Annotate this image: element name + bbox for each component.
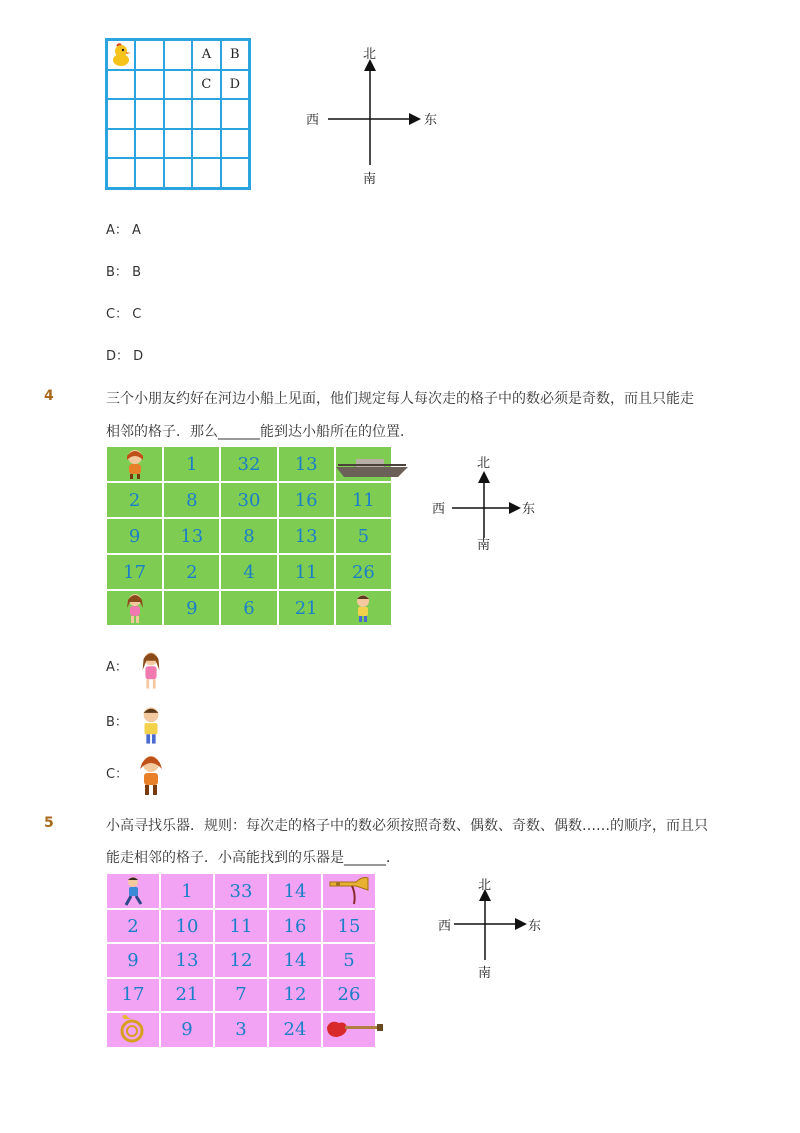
grid-cell (135, 40, 163, 70)
child-boy-icon (138, 703, 164, 747)
option-b[interactable] (106, 711, 128, 730)
grid-cell (135, 99, 163, 129)
north-label: 北 (478, 878, 492, 893)
grid-cell (106, 590, 163, 626)
grid-cell (135, 70, 163, 100)
grid-cell: 3 (214, 1012, 268, 1048)
grid-cell (106, 1012, 160, 1048)
grid-cell: 7 (214, 978, 268, 1012)
grid-cell: 1 (160, 873, 214, 909)
option-a[interactable] (106, 219, 141, 238)
question-text-line2: 相邻的格子．那么______能到达小船所在的位置． (106, 424, 414, 440)
grid-cell (221, 99, 249, 129)
option-key: C： (106, 307, 129, 322)
grid-cell (221, 158, 249, 188)
grid-cell (192, 99, 220, 129)
pink-number-grid (106, 873, 376, 1048)
grid-cell: 33 (214, 873, 268, 909)
grid-cell (107, 99, 135, 129)
grid-cell: 14 (268, 943, 322, 977)
north-label: 北 (477, 456, 491, 471)
option-value: B (132, 265, 141, 280)
question-text-line1: 小高寻找乐器．规则：每次走的格子中的数必须按照奇数、偶数、奇数、偶数……的顺序，而且只 (106, 818, 708, 834)
compass-q3 (300, 40, 440, 190)
grid-cell: 11 (278, 554, 335, 590)
grid-cell: 9 (106, 518, 163, 554)
south-label: 南 (363, 172, 377, 187)
child-running-icon (119, 875, 147, 907)
grid-cell: 2 (106, 909, 160, 943)
grid-cell: 15 (322, 909, 376, 943)
grid-cell: 21 (278, 590, 335, 626)
grid-cell: 13 (278, 518, 335, 554)
grid-cell (335, 590, 392, 626)
grid-cell: 9 (106, 943, 160, 977)
grid-cell: 1 (163, 446, 220, 482)
grid-cell: 5 (322, 943, 376, 977)
trumpet-icon (326, 874, 372, 908)
grid-cell: 11 (214, 909, 268, 943)
east-label: 东 (424, 113, 438, 128)
grid-cell: 11 (335, 482, 392, 518)
question-text-line2: 能走相邻的格子．小高能找到的乐器是______． (106, 850, 400, 866)
option-key: A： (106, 223, 128, 238)
option-value: D (133, 349, 144, 364)
child-girl-pink-icon (138, 648, 164, 692)
compass-q4 (430, 452, 550, 552)
grid-cell: 24 (268, 1012, 322, 1048)
child-girl-orange-icon (136, 753, 166, 797)
grid-cell: 32 (220, 446, 277, 482)
option-value: A (132, 223, 141, 238)
grid-cell: 2 (106, 482, 163, 518)
grid-cell (107, 70, 135, 100)
grid-cell (192, 129, 220, 159)
west-label: 西 (432, 502, 446, 517)
option-key: D： (106, 349, 130, 364)
grid-cell-d: D (221, 70, 249, 100)
grid-cell (107, 40, 135, 70)
grid-cell (164, 158, 192, 188)
grid-cell (106, 873, 160, 909)
grid-cell: 9 (160, 1012, 214, 1048)
grid-cell (322, 1012, 376, 1048)
grid-cell: 2 (163, 554, 220, 590)
option-key: A： (106, 660, 128, 675)
grid-cell-b: B (221, 40, 249, 70)
grid-cell (106, 446, 163, 482)
grid-cell (164, 70, 192, 100)
grid-cell: 17 (106, 554, 163, 590)
grid-cell: 4 (220, 554, 277, 590)
grid-cell: 30 (220, 482, 277, 518)
option-key: C： (106, 767, 129, 782)
grid-cell: 26 (322, 978, 376, 1012)
boat-icon (334, 451, 410, 479)
electric-guitar-icon (325, 1019, 385, 1039)
east-label: 东 (528, 919, 542, 934)
grid-cell: 12 (214, 943, 268, 977)
option-key: B： (106, 715, 128, 730)
option-d[interactable] (106, 345, 143, 364)
option-key: B： (106, 265, 128, 280)
grid-cell: 12 (268, 978, 322, 1012)
child-girl-pink-icon (121, 592, 149, 624)
east-label: 东 (522, 502, 536, 517)
green-number-grid (106, 446, 392, 626)
blue-grid (105, 38, 251, 190)
grid-cell (192, 158, 220, 188)
duck-icon (110, 43, 132, 67)
grid-cell (164, 99, 192, 129)
french-horn-icon (118, 1013, 148, 1047)
grid-cell: 9 (163, 590, 220, 626)
grid-cell (135, 158, 163, 188)
child-boy-icon (349, 592, 377, 624)
grid-cell: 5 (335, 518, 392, 554)
west-label: 西 (306, 113, 320, 128)
grid-cell: 8 (163, 482, 220, 518)
grid-cell (135, 129, 163, 159)
grid-cell (164, 40, 192, 70)
grid-cell: 13 (160, 943, 214, 977)
grid-cell (164, 129, 192, 159)
question-text-line1: 三个小朋友约好在河边小船上见面，他们规定每人每次走的格子中的数必须是奇数，而且只能走 (106, 391, 694, 407)
grid-cell (107, 158, 135, 188)
option-value: C (132, 307, 142, 322)
option-c[interactable] (106, 303, 141, 322)
grid-cell: 26 (335, 554, 392, 590)
grid-cell-a: A (192, 40, 220, 70)
grid-cell (322, 873, 376, 909)
grid-cell: 8 (220, 518, 277, 554)
option-b[interactable] (106, 261, 141, 280)
grid-cell: 14 (268, 873, 322, 909)
grid-cell: 6 (220, 590, 277, 626)
grid-cell: 13 (163, 518, 220, 554)
question-number: 5 (44, 815, 54, 831)
south-label: 南 (477, 538, 491, 553)
child-girl-orange-icon (121, 448, 149, 480)
grid-cell (221, 129, 249, 159)
grid-cell: 16 (278, 482, 335, 518)
grid-cell: 10 (160, 909, 214, 943)
grid-cell: 16 (268, 909, 322, 943)
south-label: 南 (478, 966, 492, 981)
grid-cell: 17 (106, 978, 160, 1012)
question-number: 4 (44, 388, 54, 404)
option-a[interactable] (106, 656, 128, 675)
grid-cell-c: C (192, 70, 220, 100)
north-label: 北 (363, 47, 377, 62)
grid-cell (107, 129, 135, 159)
option-c[interactable] (106, 763, 128, 782)
grid-cell (335, 446, 392, 482)
west-label: 西 (438, 919, 452, 934)
grid-cell: 13 (278, 446, 335, 482)
grid-cell: 21 (160, 978, 214, 1012)
compass-q5 (432, 872, 552, 982)
